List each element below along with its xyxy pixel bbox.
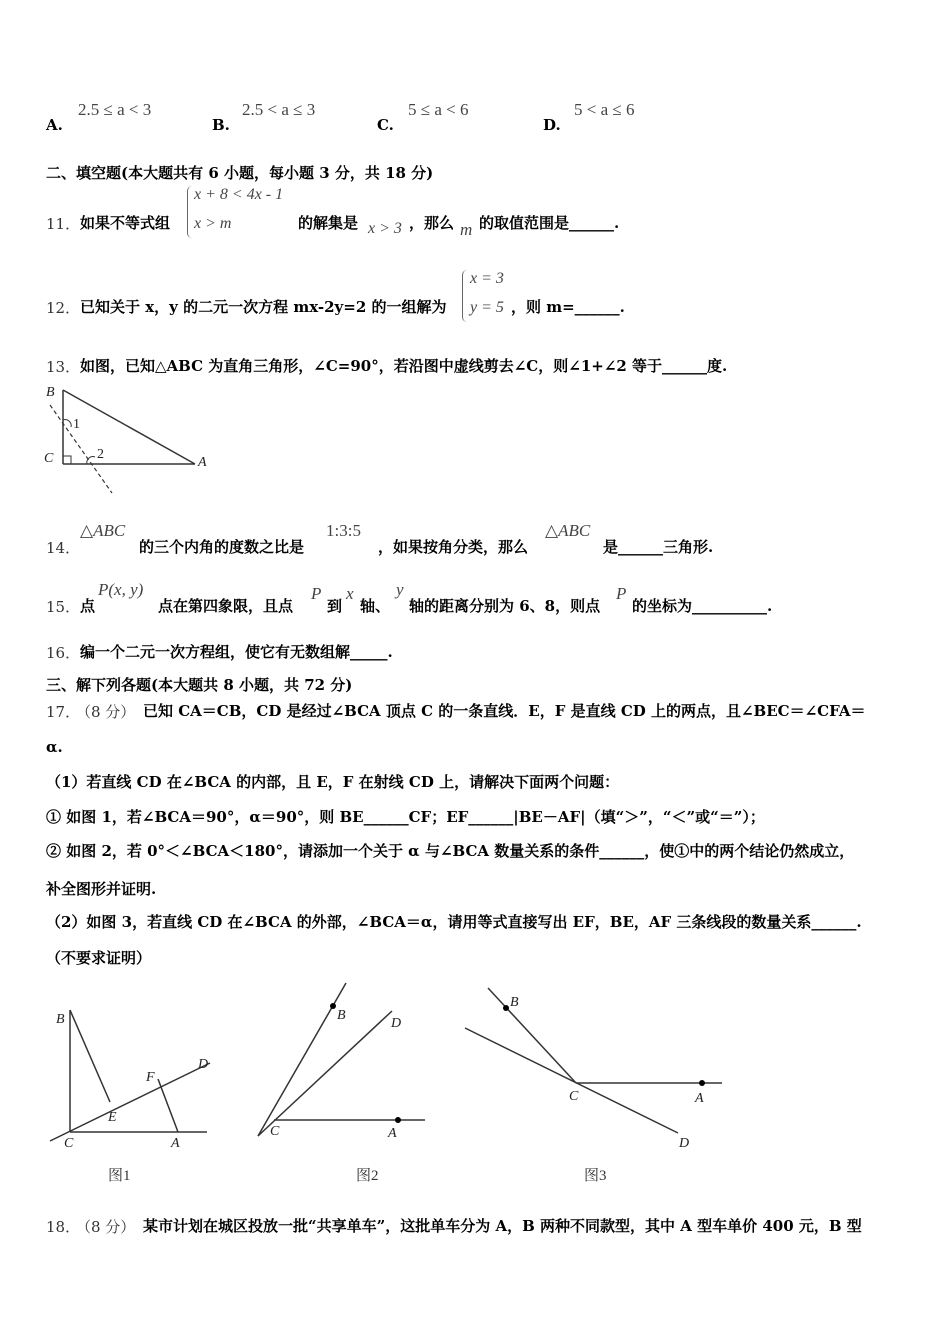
fig2-caption: 图2 [356,1168,379,1184]
fig1-label-e: E [108,1110,117,1125]
fig1-line-cd [50,1063,210,1141]
section2-heading: 二、填空题(本大题共有 6 小题，每小题 3 分，共 18 分) [46,164,434,182]
vertex-a-label: A [198,455,207,470]
q15-math4: y [396,580,404,599]
fig2-label-c: C [270,1124,280,1139]
fig2-point-a [395,1117,401,1123]
option-b-label: B. [212,116,230,134]
fig3-label-d: D [679,1136,690,1151]
fig3-caption: 图3 [584,1168,607,1184]
option-a-math: 2.5 ≤ a < 3 [78,100,152,119]
q14-t3: 是______三角形. [603,538,714,556]
q18-number: 18． [46,1218,81,1236]
fig2-point-b [330,1003,336,1009]
q15-math2: P [311,584,322,603]
q17-line3: （1）若直线 CD 在∠BCA 的内部，且 E，F 在射线 CD 上，请解决下面两个问题： [46,773,620,791]
q14-math1: △ABC [80,521,126,540]
q11-pre: 如果不等式组 [80,214,171,232]
fig1-label-a: A [171,1136,180,1151]
fig2-ray-cd [258,1011,392,1136]
fig1-caption: 图1 [108,1168,131,1184]
q12-post: ，则 m=______. [511,298,625,316]
fig1-label-b: B [56,1012,65,1027]
fig3-line-cd [465,1028,678,1133]
angle1-arc [63,420,71,427]
q15-t0: 点 [80,597,96,615]
q16-text: 编一个二元一次方程组，使它有无数组解_____. [80,643,393,661]
angle1-label: 1 [73,417,80,432]
q17-line1: 已知 CA＝CB，CD 是经过∠BCA 顶点 C 的一条直线．E，F 是直线 CD 上的两点，且∠BEC＝∠CFA＝ [143,702,866,720]
q14-t2: ，如果按角分类，那么 [378,538,529,556]
right-angle-mark [63,456,71,464]
fig3-ray-cb [488,988,576,1083]
q15-t2: 到 [327,597,343,615]
q11-brace [187,186,192,238]
q14-number: 14． [46,539,81,557]
q11-mid: 的解集是 [298,214,359,232]
fig3-label-c: C [569,1089,579,1104]
fig1-line-be [70,1010,110,1102]
q11-number: 11． [46,215,81,233]
q17-line6: 补全图形并证明. [46,880,157,898]
q12-eq2: y = 5 [470,299,504,316]
q17-line4: ① 如图 1，若∠BCA＝90°，α＝90°，则 BE______CF；EF______|BE－AF|（填“＞”，“＜”或“＝”）； [46,808,765,826]
q14-math3: △ABC [545,521,591,540]
q15-t4: 轴的距离分别为 6、8，则点 [409,597,601,615]
q11-eq1: x + 8 < 4x - 1 [194,186,284,203]
q11-math1: x > 3 [368,220,402,237]
fig1-line-af [158,1079,178,1132]
q15-t3: 轴、 [360,597,391,615]
side-ba [63,390,195,464]
q17-line8: （不要求证明） [46,949,152,967]
section3-heading: 三、解下列各题(本大题共 8 小题，共 72 分) [46,676,353,694]
fig2-label-b: B [337,1008,346,1023]
q15-number: 15． [46,598,81,616]
q17-line2: α. [46,738,63,756]
fig1-label-c: C [64,1136,74,1151]
q18-text: 某市计划在城区投放一批“共享单车”，这批单车分为 A，B 两种不同款型，其中 A 型车单价 400 元，B 型 [143,1217,862,1235]
q14-t1: 的三个内角的度数之比是 [139,538,305,556]
q12-number: 12． [46,299,81,317]
q12-pre: 已知关于 x，y 的二元一次方程 mx-2y=2 的一组解为 [80,298,447,316]
q11-post: 的取值范围是______. [479,214,620,232]
q17-line5: ② 如图 2，若 0°＜∠BCA＜180°，请添加一个关于 α 与∠BCA 数量关系的条件______，使①中的两个结论仍然成立， [46,842,855,860]
q13-triangle-figure [40,380,220,500]
fig3-label-b: B [510,995,519,1010]
q18-score: （8 分） [76,1218,136,1236]
q15-t1: 点在第四象限，且点 [158,597,294,615]
q12-eq1: x = 3 [470,270,504,287]
fig3-point-b [503,1005,509,1011]
figure-1 [40,995,240,1195]
fig2-label-a: A [388,1126,397,1141]
q17-line7: （2）如图 3，若直线 CD 在∠BCA 的外部，∠BCA＝α，请用等式直接写出 EF，BE，AF 三条线段的数量关系______. [46,913,862,931]
q17-score: （8 分） [76,703,136,721]
q15-math1: P(x, y) [98,580,144,599]
q13-number: 13． [46,358,81,376]
q15-math5: P [616,584,627,603]
option-b-math: 2.5 < a ≤ 3 [242,100,316,119]
q11-eq2: x > m [194,215,232,232]
option-a-label: A. [46,116,63,134]
fig2-label-d: D [391,1016,402,1031]
fig3-label-a: A [695,1091,704,1106]
option-d-label: D. [543,116,561,134]
q15-math3: x [346,584,354,603]
option-c-label: C. [377,116,394,134]
fig1-label-d: D [198,1057,209,1072]
fig3-point-a [699,1080,705,1086]
fig1-label-f: F [146,1070,155,1085]
q17-number: 17． [46,703,81,721]
vertex-b-label: B [46,385,55,400]
q11-math2: m [460,220,473,239]
figure-2 [250,975,450,1195]
q14-math2: 1:3:5 [326,521,361,540]
figure-3 [460,980,740,1195]
q16-number: 16． [46,644,81,662]
option-d-math: 5 < a ≤ 6 [574,100,635,119]
q15-t5: 的坐标为__________. [632,597,773,615]
angle2-label: 2 [97,447,104,462]
q12-brace [462,270,467,322]
vertex-c-label: C [44,451,54,466]
option-c-math: 5 ≤ a < 6 [408,100,469,119]
q13-text: 如图，已知△ABC 为直角三角形，∠C=90°，若沿图中虚线剪去∠C，则∠1+∠2 等于______度. [80,357,728,375]
q11-mid2: ，那么 [409,214,455,232]
